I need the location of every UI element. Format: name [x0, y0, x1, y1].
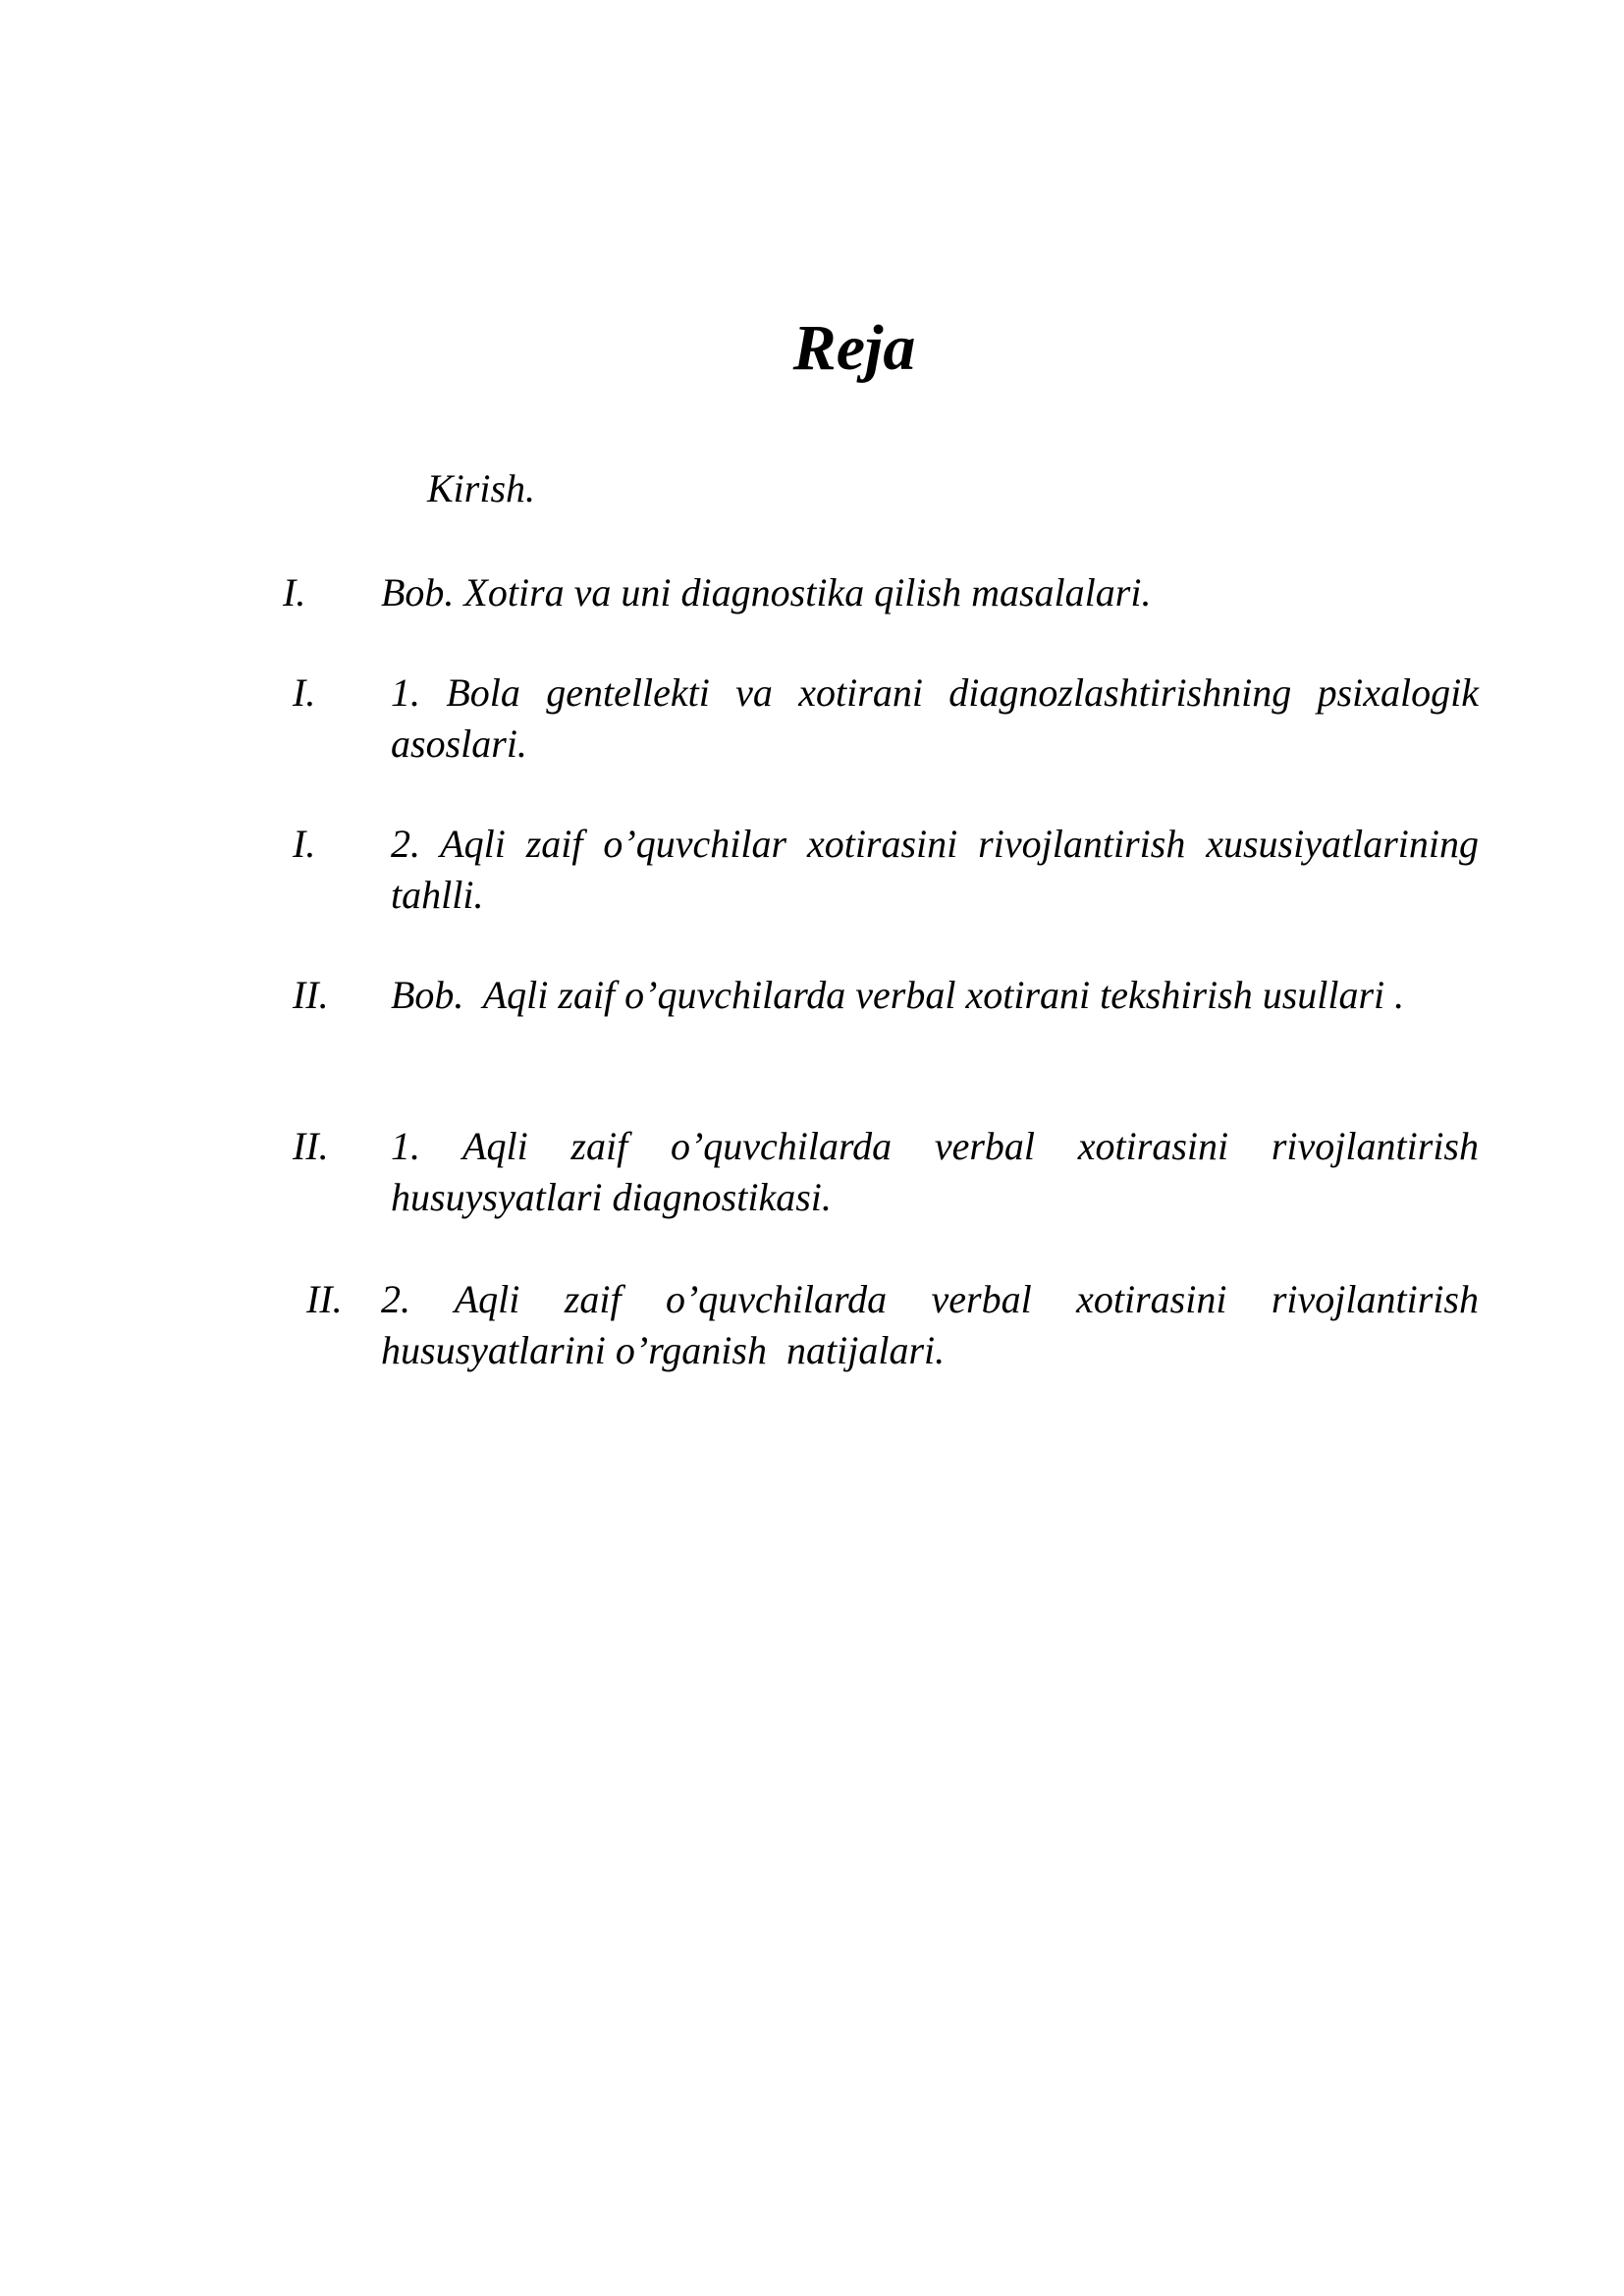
- item-number: I.: [293, 822, 316, 866]
- item-text: 1. Aqli zaif o’quvchilarda verbal xotirasini rivojlantirish husuysyatlari diagnostikasi.: [391, 1124, 1479, 1219]
- item-number: II.: [293, 1124, 329, 1168]
- page-title: Reja: [792, 312, 916, 384]
- outline-item: [293, 667, 1479, 775]
- item-text: 2. Aqli zaif o’quvchilarda verbal xotirasini rivojlantirish hususyatlarini o’rganish natijalari.: [381, 1277, 1489, 1372]
- outline-item: [283, 567, 1479, 626]
- item-number: II.: [306, 1277, 343, 1321]
- item-text: Bob. Aqli zaif o’quvchilarda verbal xotirani tekshirish usullari .: [391, 973, 1405, 1017]
- item-text: 2. Aqli zaif o’quvchilar xotirasini rivojlantirish xususiyatlarining tahlli.: [391, 822, 1479, 917]
- item-number: I.: [283, 570, 306, 614]
- outline-item: [293, 819, 1479, 927]
- outline-item: [306, 1274, 1489, 1382]
- item-number: II.: [293, 973, 329, 1017]
- intro-line: Kirish.: [427, 466, 536, 510]
- outline-item: [293, 1121, 1479, 1229]
- item-text: 1. Bola gentellekti va xotirani diagnozlashtirishning psixalogik asoslari.: [391, 670, 1479, 766]
- item-text: Bob. Xotira va uni diagnostika qilish masalalari.: [381, 570, 1152, 614]
- outline-item: [293, 970, 1479, 1078]
- item-number: I.: [293, 670, 316, 715]
